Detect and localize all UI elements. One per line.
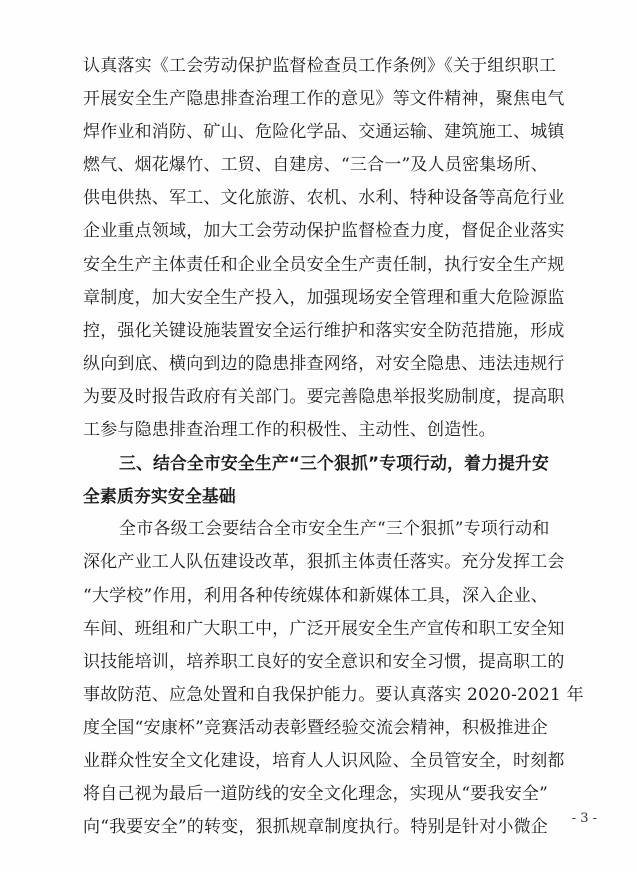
paragraph-line: 纵向到底、横向到边的隐患排查网络，对安全隐患、违法违规行 — [83, 353, 565, 374]
paragraph-line: 工参与隐患排查治理工作的积极性、主动性、创造性。 — [83, 420, 496, 441]
paragraph-line: 开展安全生产隐患排查治理工作的意见》等文件精神，聚焦电气 — [83, 89, 565, 110]
paragraph-line: 燃气、烟花爆竹、工贸、自建房、“三合一”及人员密集场所、 — [83, 155, 548, 176]
paragraph-line: 车间、班组和广大职工中，广泛开展安全生产宣传和职工安全知 — [83, 618, 565, 639]
paragraph-line: “大学校”作用，利用各种传统媒体和新媒体工具，深入企业、 — [83, 585, 548, 606]
paragraph-line: 章制度，加大安全生产投入，加强现场安全管理和重大危险源监 — [83, 287, 565, 308]
paragraph-line: 控，强化关键设施装置安全运行维护和落实安全防范措施，形成 — [83, 320, 565, 341]
paragraph-line: 识技能培训，培养职工良好的安全意识和安全习惯，提高职工的 — [83, 651, 565, 672]
body-text — [83, 50, 584, 844]
paragraph-line: 向“我要安全”的转变，狠抓规章制度执行。特别是针对小微企 — [83, 817, 548, 838]
page-number: - 3 - — [571, 811, 597, 826]
paragraph-line: 度全国“安康杯”竞赛活动表彰暨经验交流会精神，积极推进企 — [83, 717, 548, 738]
section-heading: 全素质夯实安全基础 — [83, 486, 236, 507]
paragraph-line: 为要及时报告政府有关部门。要完善隐患举报奖励制度，提高职 — [83, 386, 565, 407]
paragraph-line: 认真落实《工会劳动保护监督检查员工作条例》《关于组织职工 — [83, 56, 557, 76]
paragraph-line: 事故防范、应急处置和自我保护能力。要认真落实 2020-2021 年 — [83, 684, 584, 705]
section-heading: 三、结合全市安全生产“三个狠抓”专项行动，着力提升安 — [119, 453, 550, 474]
paragraph-line: 企业重点领域，加大工会劳动保护监督检查力度，督促企业落实 — [83, 221, 565, 242]
paragraph-line: 安全生产主体责任和企业全员安全生产责任制，执行安全生产规 — [83, 254, 565, 275]
paragraph-line: 焊作业和消防、矿山、危险化学品、交通运输、建筑施工、城镇 — [83, 122, 565, 143]
paragraph-line: 全市各级工会要结合全市安全生产“三个狠抓”专项行动和 — [119, 519, 550, 540]
paragraph-line: 将自己视为最后一道防线的安全文化理念，实现从“要我安全” — [83, 784, 548, 805]
paragraph-line: 供电供热、军工、文化旅游、农机、水利、特种设备等高危行业 — [83, 188, 565, 209]
paragraph-line: 深化产业工人队伍建设改革，狠抓主体责任落实。充分发挥工会 — [83, 552, 565, 573]
paragraph-line: 业群众性安全文化建设，培育人人识风险、全员管安全，时刻都 — [83, 750, 565, 771]
